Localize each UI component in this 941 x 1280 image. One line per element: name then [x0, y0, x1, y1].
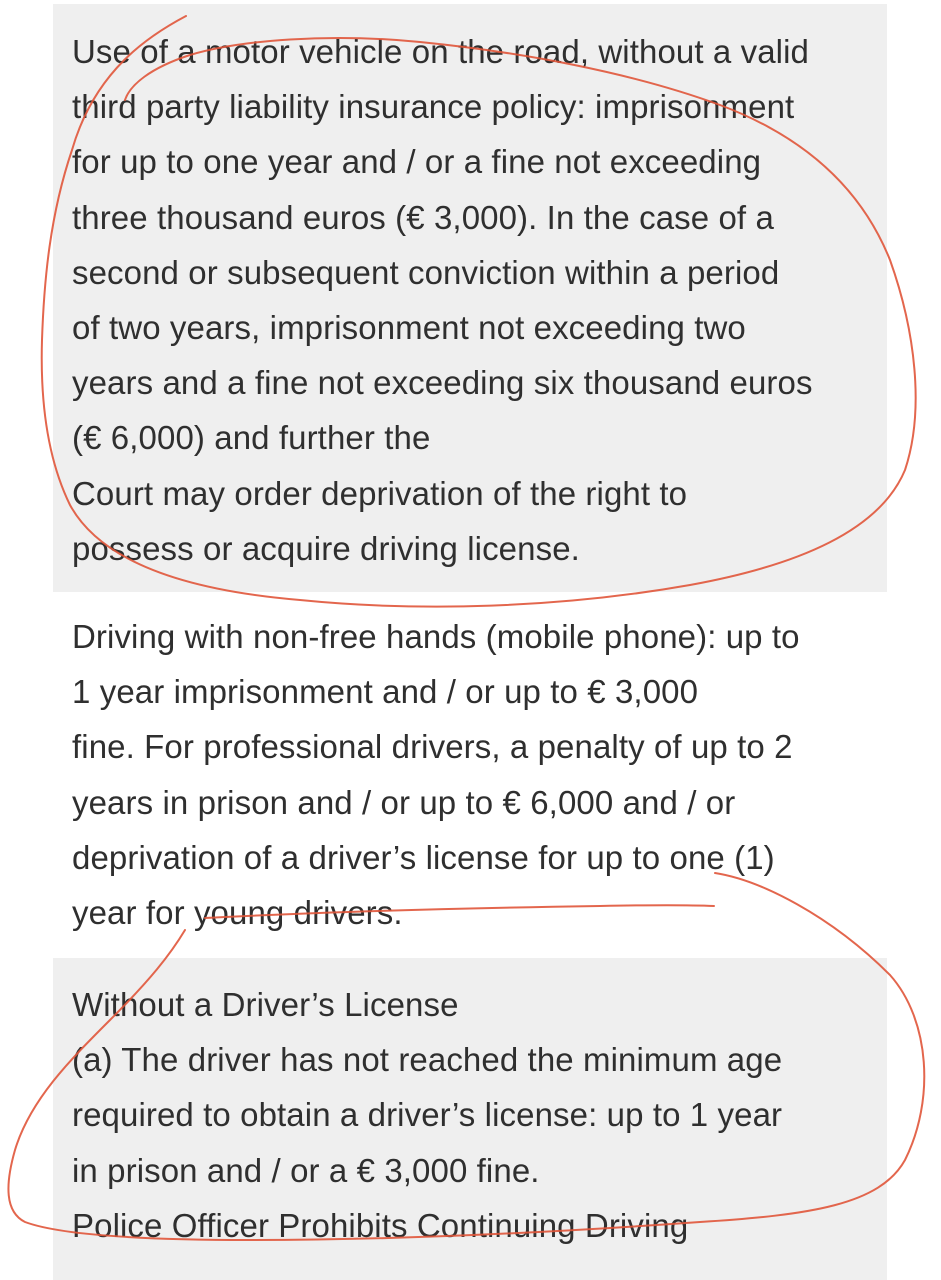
- no-license-penalty-section: [53, 958, 887, 1280]
- text-line: (a) The driver has not reached the minimum age: [72, 1041, 783, 1079]
- insurance-penalty-section: [53, 4, 887, 592]
- mobile-phone-penalty-section: [53, 592, 887, 958]
- text-line: years in prison and / or up to € 6,000 and / or: [72, 783, 736, 821]
- text-line: Police Officer Prohibits Continuing Driving: [72, 1206, 689, 1244]
- text-line: in prison and / or a € 3,000 fine.: [72, 1151, 540, 1189]
- text-line: Court may order deprivation of the right to: [72, 474, 688, 512]
- text-line: three thousand euros (€ 3,000). In the case of a: [72, 198, 774, 236]
- text-line: fine. For professional drivers, a penalty of up to 2: [72, 728, 793, 766]
- text-line: Without a Driver’s License: [72, 986, 459, 1023]
- text-line: years and a fine not exceeding six thousand euros: [72, 364, 813, 402]
- text-line: possess or acquire driving license.: [72, 529, 580, 567]
- text-line: Use of a motor vehicle on the road, without a valid: [72, 33, 809, 70]
- text-line: required to obtain a driver’s license: up to 1 year: [72, 1096, 783, 1134]
- text-line: (€ 6,000) and further the: [72, 419, 431, 457]
- text-line: third party liability insurance policy: imprisonment: [72, 88, 795, 126]
- text-line: second or subsequent conviction within a period: [72, 253, 780, 291]
- text-line: Driving with non-free hands (mobile phone): up to: [72, 618, 800, 655]
- text-line: of two years, imprisonment not exceeding two: [72, 309, 746, 347]
- text-line: 1 year imprisonment and / or up to € 3,000: [72, 673, 699, 711]
- text-line: for up to one year and / or a fine not exceeding: [72, 143, 762, 181]
- text-line: year for young drivers.: [72, 894, 403, 932]
- text-line: deprivation of a driver’s license for up to one (1): [72, 838, 775, 876]
